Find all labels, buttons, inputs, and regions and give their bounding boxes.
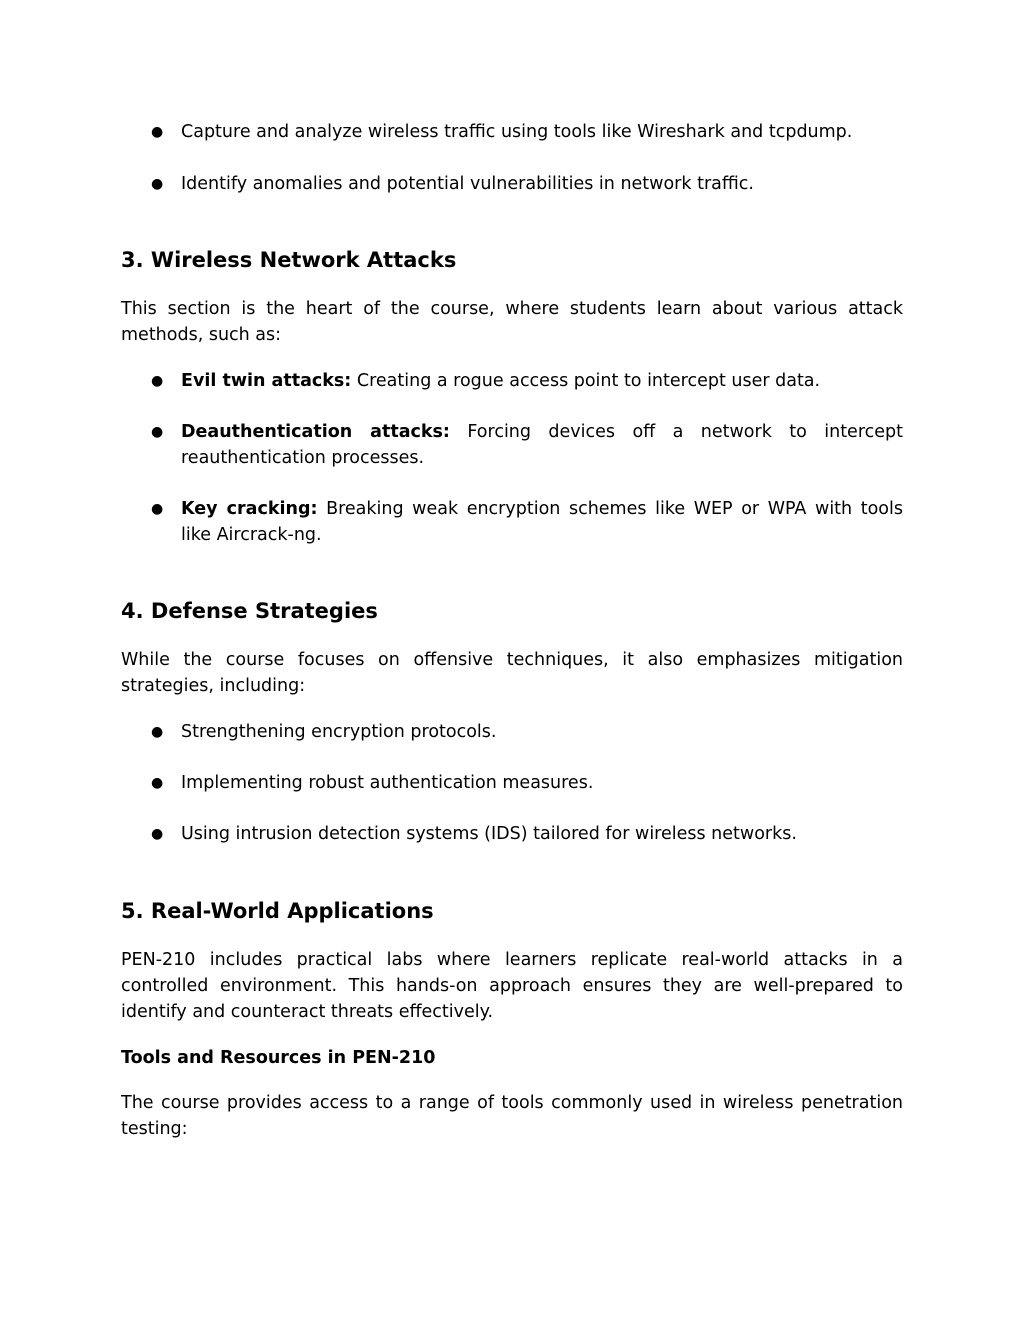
bullet-icon: ● — [151, 501, 164, 517]
list-item-text: Breaking weak encryption schemes like WEP or WPA with tools like Aircrack-ng. — [181, 499, 903, 545]
list-item-term: Key cracking: — [181, 499, 318, 519]
bullet-icon: ● — [151, 373, 164, 389]
list-item — [121, 821, 903, 847]
list-item-text: Creating a rogue access point to intercept user data. — [351, 371, 821, 391]
attack-bullet-list — [121, 368, 903, 394]
list-item-text: Forcing devices off a network to intercept reauthentication processes. — [181, 422, 903, 468]
section-paragraph: This section is the heart of the course, where students learn about various attack methods, such as: — [121, 299, 903, 345]
defense-bullet-list-2 — [121, 770, 903, 796]
bullet-icon: ● — [151, 176, 164, 192]
list-item — [121, 496, 903, 548]
section-paragraph: PEN-210 includes practical labs where learners replicate real-world attacks in a controlled environment. This hands-on approach ensures they are well-prepared to identify and counteract threats effectively. — [121, 950, 903, 1022]
list-item — [121, 119, 903, 145]
bullet-icon: ● — [151, 775, 164, 791]
subsection-paragraph: The course provides access to a range of tools commonly used in wireless penetration testing: — [121, 1093, 903, 1139]
list-item-text: Strengthening encryption protocols. — [181, 722, 497, 742]
list-item — [121, 171, 903, 197]
list-item-term: Evil twin attacks: — [181, 371, 352, 391]
list-item-text: Identify anomalies and potential vulnerabilities in network traffic. — [181, 174, 754, 194]
list-item — [121, 368, 903, 394]
section-heading: 5. Real-World Applications — [121, 899, 434, 923]
bullet-icon: ● — [151, 124, 164, 140]
defense-bullet-list-3 — [121, 821, 903, 847]
list-item — [121, 719, 903, 745]
section-heading: 4. Defense Strategies — [121, 599, 378, 623]
intro-bullet-list — [121, 119, 903, 145]
section-heading: 3. Wireless Network Attacks — [121, 248, 457, 272]
list-item — [121, 770, 903, 796]
attack-bullet-list-3 — [121, 496, 903, 548]
list-item-text: Using intrusion detection systems (IDS) tailored for wireless networks. — [181, 824, 797, 844]
intro-bullet-list-2 — [121, 171, 903, 197]
list-item-text: Implementing robust authentication measures. — [181, 773, 594, 793]
defense-bullet-list — [121, 719, 903, 745]
list-item-text: Capture and analyze wireless traffic using tools like Wireshark and tcpdump. — [181, 122, 853, 142]
list-item-term: Deauthentication attacks: — [181, 422, 450, 442]
bullet-icon: ● — [151, 724, 164, 740]
subsection-heading: Tools and Resources in PEN-210 — [121, 1048, 436, 1068]
section-paragraph: While the course focuses on offensive techniques, it also emphasizes mitigation strategies, including: — [121, 650, 903, 696]
list-item — [121, 419, 903, 471]
attack-bullet-list-2 — [121, 419, 903, 471]
bullet-icon: ● — [151, 826, 164, 842]
bullet-icon: ● — [151, 424, 164, 440]
